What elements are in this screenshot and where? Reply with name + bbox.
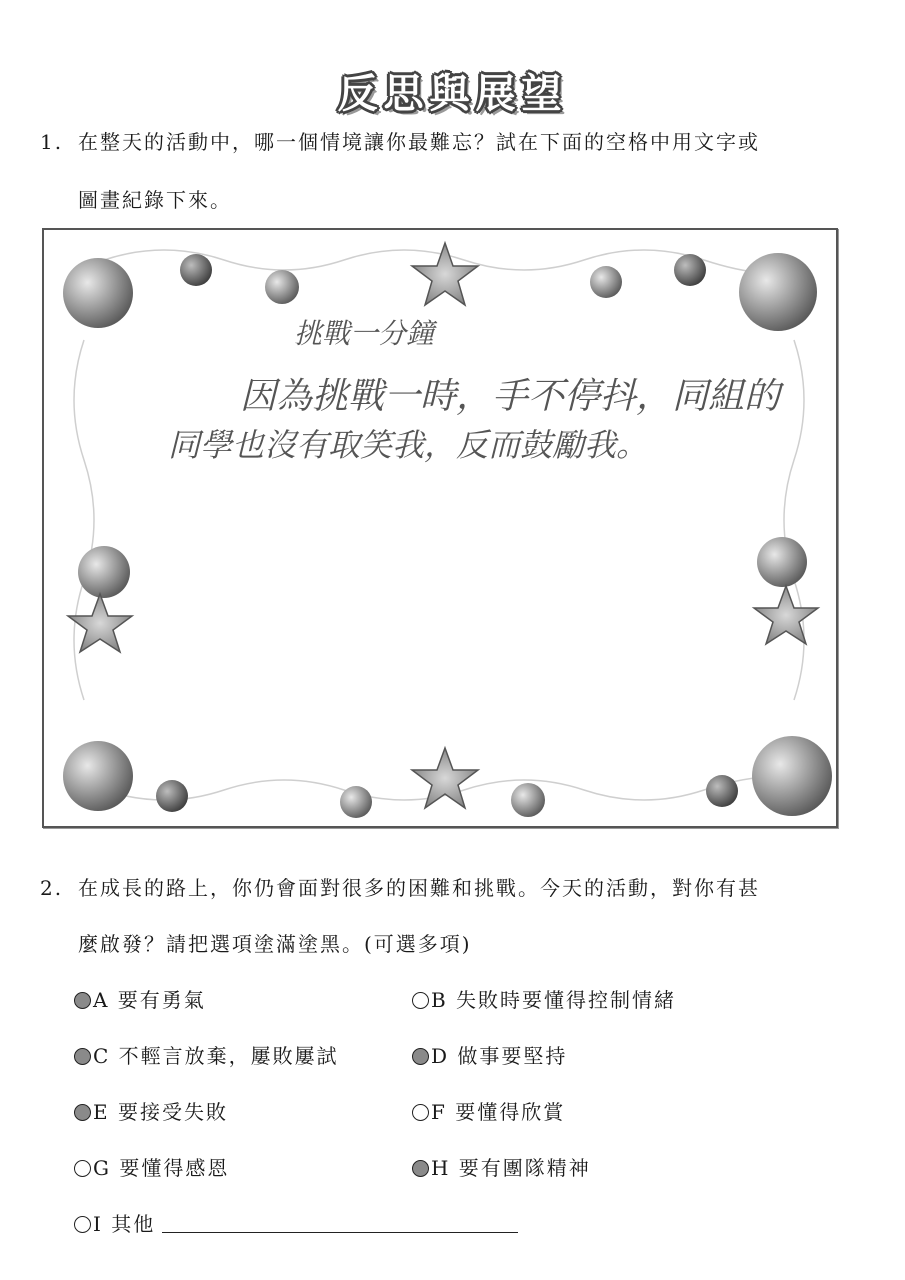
ball-icon [739,253,817,331]
filled-bubble-icon[interactable] [74,992,91,1009]
decorative-border [44,230,836,826]
ball-icon [757,537,807,587]
filled-bubble-icon[interactable] [74,1104,91,1121]
ball-icon [340,786,372,818]
handwritten-heading: 挑戰一分鐘 [294,317,435,350]
ball-icon [180,254,212,286]
question-number: 1. [40,130,64,154]
page-title: 反思與展望 [337,71,568,117]
star-icon [754,586,818,644]
option-i[interactable]: I 其他 [74,1210,155,1238]
question-1 [40,128,760,156]
option-h[interactable]: H 要有團隊精神 [412,1154,591,1182]
question-2-continued: 麼啟發？請把選項塗滿塗黑。(可選多項) [78,932,472,956]
other-answer-line[interactable] [162,1232,518,1233]
ball-icon [78,546,130,598]
ball-icon [674,254,706,286]
ball-icon [156,780,188,812]
empty-bubble-icon[interactable] [412,992,429,1009]
filled-bubble-icon[interactable] [412,1048,429,1065]
filled-bubble-icon[interactable] [74,1048,91,1065]
filled-bubble-icon[interactable] [412,1160,429,1177]
ball-icon [590,266,622,298]
option-a[interactable]: A 要有勇氣 [74,986,206,1014]
ball-icon [511,783,545,817]
option-f[interactable]: F 要懂得欣賞 [412,1098,565,1126]
ball-icon [63,258,133,328]
ball-icon [63,741,133,811]
option-c[interactable]: C 不輕言放棄，屢敗屢試 [74,1042,339,1070]
drawing-frame[interactable] [42,228,838,828]
option-g[interactable]: G 要懂得感恩 [74,1154,229,1182]
empty-bubble-icon[interactable] [74,1216,91,1233]
question-1-continued: 圖畫紀錄下來。 [78,188,232,212]
handwritten-line: 同學也沒有取笑我，反而鼓勵我。 [168,426,649,464]
ball-icon [265,270,299,304]
question-text: 在整天的活動中，哪一個情境讓你最難忘？試在下面的空格中用文字或 [78,130,760,154]
option-b[interactable]: B 失敗時要懂得控制情緒 [412,986,676,1014]
question-number: 2. [40,876,64,900]
question-text: 在成長的路上，你仍會面對很多的困難和挑戰。今天的活動，對你有甚 [78,876,760,900]
ball-icon [706,775,738,807]
empty-bubble-icon[interactable] [412,1104,429,1121]
star-icon [412,243,478,305]
question-2 [40,874,760,902]
option-e[interactable]: E 要接受失敗 [74,1098,228,1126]
empty-bubble-icon[interactable] [74,1160,91,1177]
ball-icon [752,736,832,816]
option-d[interactable]: D 做事要堅持 [412,1042,567,1070]
handwritten-line: 因為挑戰一時，手不停抖，同組的 [240,376,781,417]
